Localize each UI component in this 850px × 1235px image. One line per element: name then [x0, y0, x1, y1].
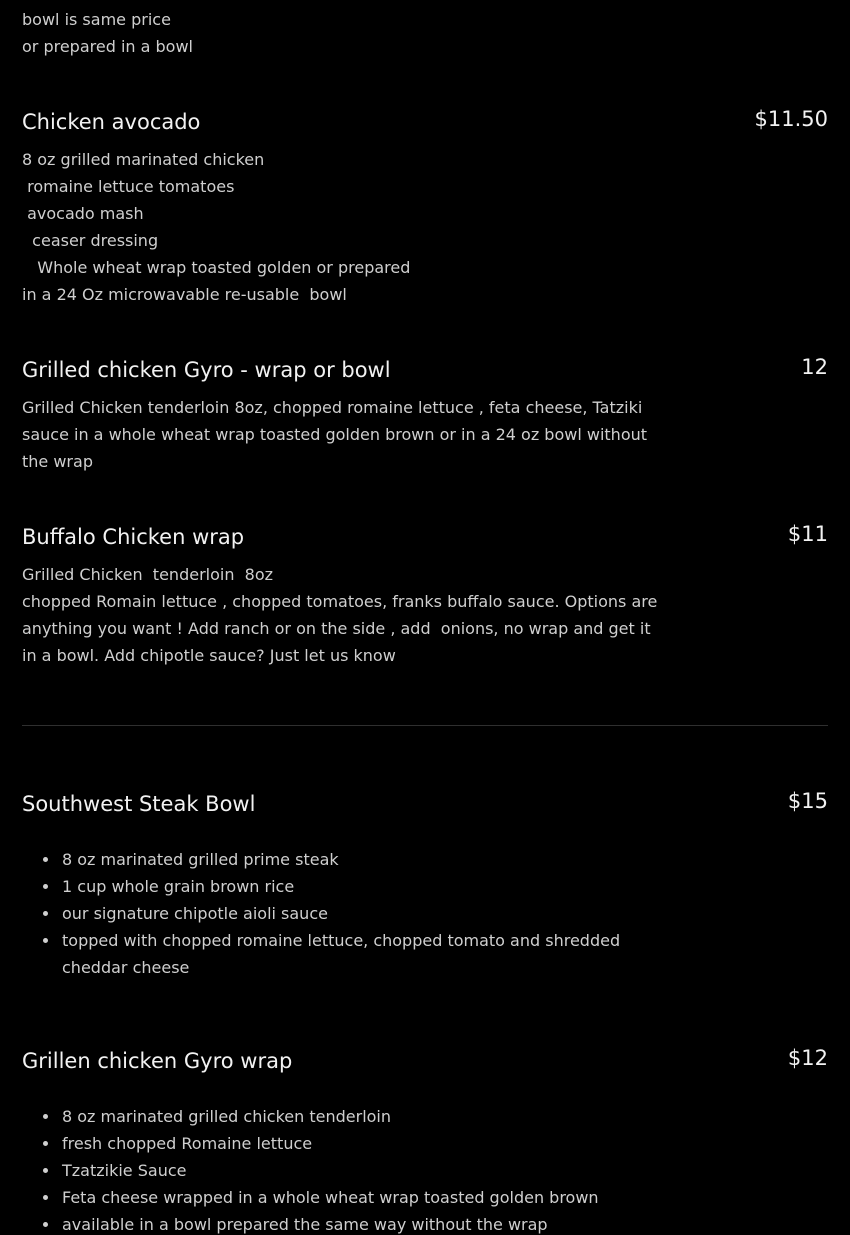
bullet-dot-icon: [43, 1168, 48, 1173]
menu-item-price: $11: [787, 522, 828, 546]
menu-item-title[interactable]: Chicken avocado: [22, 110, 201, 134]
menu-item-bullet: [62, 1211, 622, 1235]
menu-item-description-line: the wrap: [22, 452, 93, 471]
menu-item-price: $15: [787, 789, 828, 813]
bullet-dot-icon: [43, 1222, 48, 1227]
menu-item-bullet-list: [62, 1103, 622, 1235]
menu-item-description-line: Grilled Chicken tenderloin 8oz: [22, 565, 273, 584]
menu-item-bullet-text: Feta cheese wrapped in a whole wheat wrap toasted golden brown: [62, 1188, 599, 1207]
menu-item-bullet: [62, 1130, 622, 1157]
bullet-dot-icon: [43, 857, 48, 862]
menu-item-bullet: [62, 846, 622, 873]
menu-item-title[interactable]: Southwest Steak Bowl: [22, 792, 256, 816]
menu-item-description-line: Whole wheat wrap toasted golden or prepared: [22, 258, 411, 277]
menu-item-description-line: anything you want ! Add ranch or on the side , add onions, no wrap and get it: [22, 619, 651, 638]
menu-item-description-line: in a bowl. Add chipotle sauce? Just let us know: [22, 646, 396, 665]
menu-item-title[interactable]: Buffalo Chicken wrap: [22, 525, 245, 549]
menu-item-bullet-text: 8 oz marinated grilled prime steak: [62, 850, 339, 869]
menu-item-description-line: sauce in a whole wheat wrap toasted golden brown or in a 24 oz bowl without: [22, 425, 648, 444]
menu-item-title[interactable]: Grilled chicken Gyro - wrap or bowl: [22, 358, 391, 382]
menu-item-price: 12: [801, 355, 828, 379]
menu-item-bullet: [62, 927, 622, 981]
menu-item-bullet-list: [62, 846, 622, 981]
menu-item-bullet-text: Tzatzikie Sauce: [62, 1161, 187, 1180]
menu-item-description-line: romaine lettuce tomatoes: [22, 177, 235, 196]
menu-item-description-line: 8 oz grilled marinated chicken: [22, 150, 265, 169]
menu-item-price: $11.50: [754, 107, 828, 131]
bullet-dot-icon: [43, 1141, 48, 1146]
menu-item-title[interactable]: Grillen chicken Gyro wrap: [22, 1049, 293, 1073]
menu-item-description-line: ceaser dressing: [22, 231, 159, 250]
menu-item-bullet: [62, 873, 622, 900]
menu-item-bullet-text: topped with chopped romaine lettuce, chopped tomato and shredded cheddar cheese: [62, 931, 621, 977]
menu-item-bullet: [62, 900, 622, 927]
intro-line: bowl is same price: [22, 10, 171, 29]
menu-item-bullet-text: available in a bowl prepared the same way without the wrap: [62, 1215, 548, 1234]
menu-item-bullet-text: 1 cup whole grain brown rice: [62, 877, 295, 896]
intro-line: or prepared in a bowl: [22, 37, 193, 56]
bullet-dot-icon: [43, 938, 48, 943]
menu-item-description-line: avocado mash: [22, 204, 144, 223]
bullet-dot-icon: [43, 911, 48, 916]
menu-item-bullet-text: our signature chipotle aioli sauce: [62, 904, 328, 923]
bullet-dot-icon: [43, 1195, 48, 1200]
menu-item-bullet-text: fresh chopped Romaine lettuce: [62, 1134, 313, 1153]
bullet-dot-icon: [43, 884, 48, 889]
menu-item-description-line: chopped Romain lettuce , chopped tomatoes, franks buffalo sauce. Options are: [22, 592, 658, 611]
menu-item-bullet: [62, 1103, 622, 1130]
section-divider: [22, 725, 828, 726]
menu-item-description-line: in a 24 Oz microwavable re-usable bowl: [22, 285, 347, 304]
menu-item-description-line: Grilled Chicken tenderloin 8oz, chopped romaine lettuce , feta cheese, Tatziki: [22, 398, 643, 417]
menu-item-bullet: [62, 1184, 622, 1211]
menu-item-price: $12: [787, 1046, 828, 1070]
menu-item-bullet-text: 8 oz marinated grilled chicken tenderloin: [62, 1107, 392, 1126]
bullet-dot-icon: [43, 1114, 48, 1119]
menu-item-bullet: [62, 1157, 622, 1184]
